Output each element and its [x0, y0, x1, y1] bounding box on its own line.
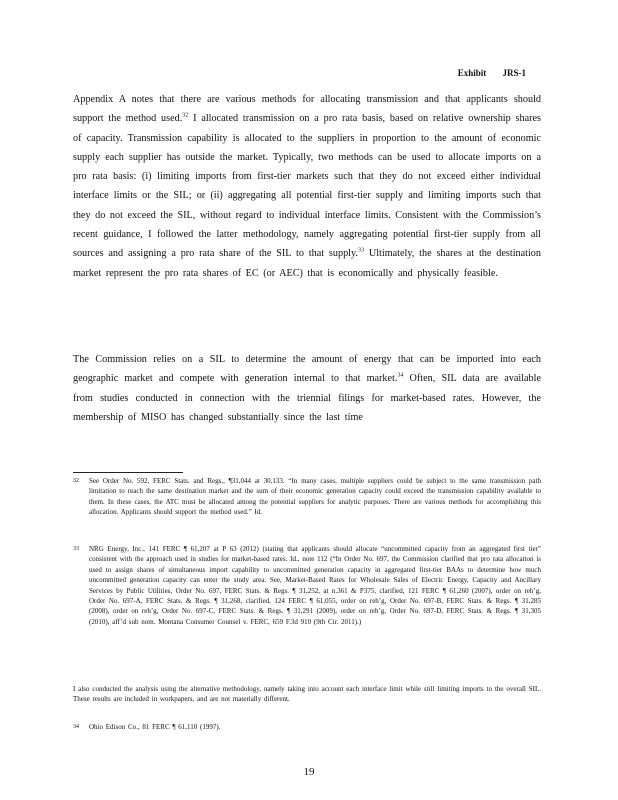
body-paragraph-1	[73, 90, 541, 283]
footnote-text: See Order No. 592, FERC Stats. and Regs., ¶31,044 at 30,133. “In many cases, multiple suppliers could be subject to the same transmission path limitation to reach the same destination market and the sum of their economic generation capacity could exceed the transmission capability available to them. In these cases, the ATC must be allocated among the potential suppliers for analytic purposes. There are various methods for accomplishing this allocation. Applicants should support the method used.” Id.	[89, 477, 541, 517]
paragraph-text: Often, SIL data are available from studies conducted in connection with the triennial filings for market-based rates. However, the membership of MISO has changed substantially since the last time	[73, 373, 541, 423]
paragraph-text: Appendix A notes that there are various methods for allocating transmission and that applicants should support the method used.	[73, 94, 541, 125]
body-paragraph-2	[73, 350, 541, 427]
paragraph-text: I allocated transmission on a pro rata basis, based on relative ownership shares of capacity. Transmission capability is allocated to the suppliers in proportion to the amount of economic supply each supplier has outside the market. Typically, two methods can be used to allocate imports on a pro rata basis: (i) limiting imports from first-tier markets such that they do not exceed either individual interface limits or the SIL; or (ii) aggregating all potential first-tier supply and limiting imports such that they do not exceed the SIL, without regard to individual interface limits. Consistent with the Commission’s recent guidance, I followed the latter methodology, namely aggregating potential first-tier supply from all sources and assigning a pro rata share of the SIL to that supply.	[73, 113, 541, 260]
footnote-34	[73, 722, 541, 732]
footnote-text: I also conducted the analysis using the alternative methodology, namely taking into account each interface limit while still limiting imports to the overall SIL. These results are included in workpapers, and are not materially different.	[73, 685, 541, 704]
paragraph-text: Ultimately, the shares at the destination market represent the pro rata shares of EC (or AEC) that is economically and physically feasible.	[73, 248, 541, 279]
footnote-ref-33[interactable]: 33	[357, 247, 364, 254]
footnote-number: 32	[73, 478, 79, 484]
footnote-text: Ohio Edison Co., 81 FERC ¶ 61,110 (1997).	[89, 723, 221, 731]
exhibit-id: JRS-1	[502, 68, 526, 78]
exhibit-header	[444, 68, 526, 78]
footnote-text: NRG Energy, Inc., 141 FERC ¶ 61,207 at P 63 (2012) (stating that applicants should allocate “uncommitted capacity from an aggregated first tier” consistent with the approach used in studies for market-based rates. Id., note 112 (“In Order No. 697, the Commission clarified that pro rata allocation is used to assign shares of simultaneous import capability to uncommitted generation capacity in aggregated first-tier BAAs to determine how much uncommitted generation capacity can enter the study area. See, Market-Based Rates for Wholesale Sales of Electric Energy, Capacity and Ancillary Services by Public Utilities, Order No. 697, FERC Stats. & Regs. ¶ 31,252, at n.361 & P375, clarified, 121 FERC ¶ 61,260 (2007), order on reh’g, Order No. 697-A, FERC Stats. & Regs. ¶ 31,268, clarified, 124 FERC ¶ 61,055, order on reh’g, Order No. 697-B, FERC Stats. & Regs. ¶ 31,285 (2008), order on reh’g, Order No. 697-C, FERC Stats. & Regs. ¶ 31,291 (2009), order on reh’g, Order No. 697-D, FERC Stats. & Regs. ¶ 31,305 (2010), aff’d sub nom. Montana Consumer Counsel v. FERC, 659 F.3d 910 (9th Cir. 2011).)	[89, 545, 541, 626]
footnote-ref-34[interactable]: 34	[397, 372, 404, 379]
paragraph-text: The Commission relies on a SIL to determine the amount of energy that can be imported into each geographic market and compete with generation internal to that market.	[73, 354, 541, 385]
footnote-ref-32[interactable]: 32	[182, 112, 189, 119]
footnote-number: 34	[73, 724, 79, 730]
footnote-33-continued	[73, 684, 541, 705]
page-number: 19	[303, 766, 315, 778]
footnote-number: 33	[73, 546, 79, 552]
footnote-33	[73, 544, 541, 627]
footnote-separator	[73, 472, 183, 473]
footnote-32	[73, 476, 541, 518]
exhibit-label: Exhibit	[457, 68, 487, 78]
